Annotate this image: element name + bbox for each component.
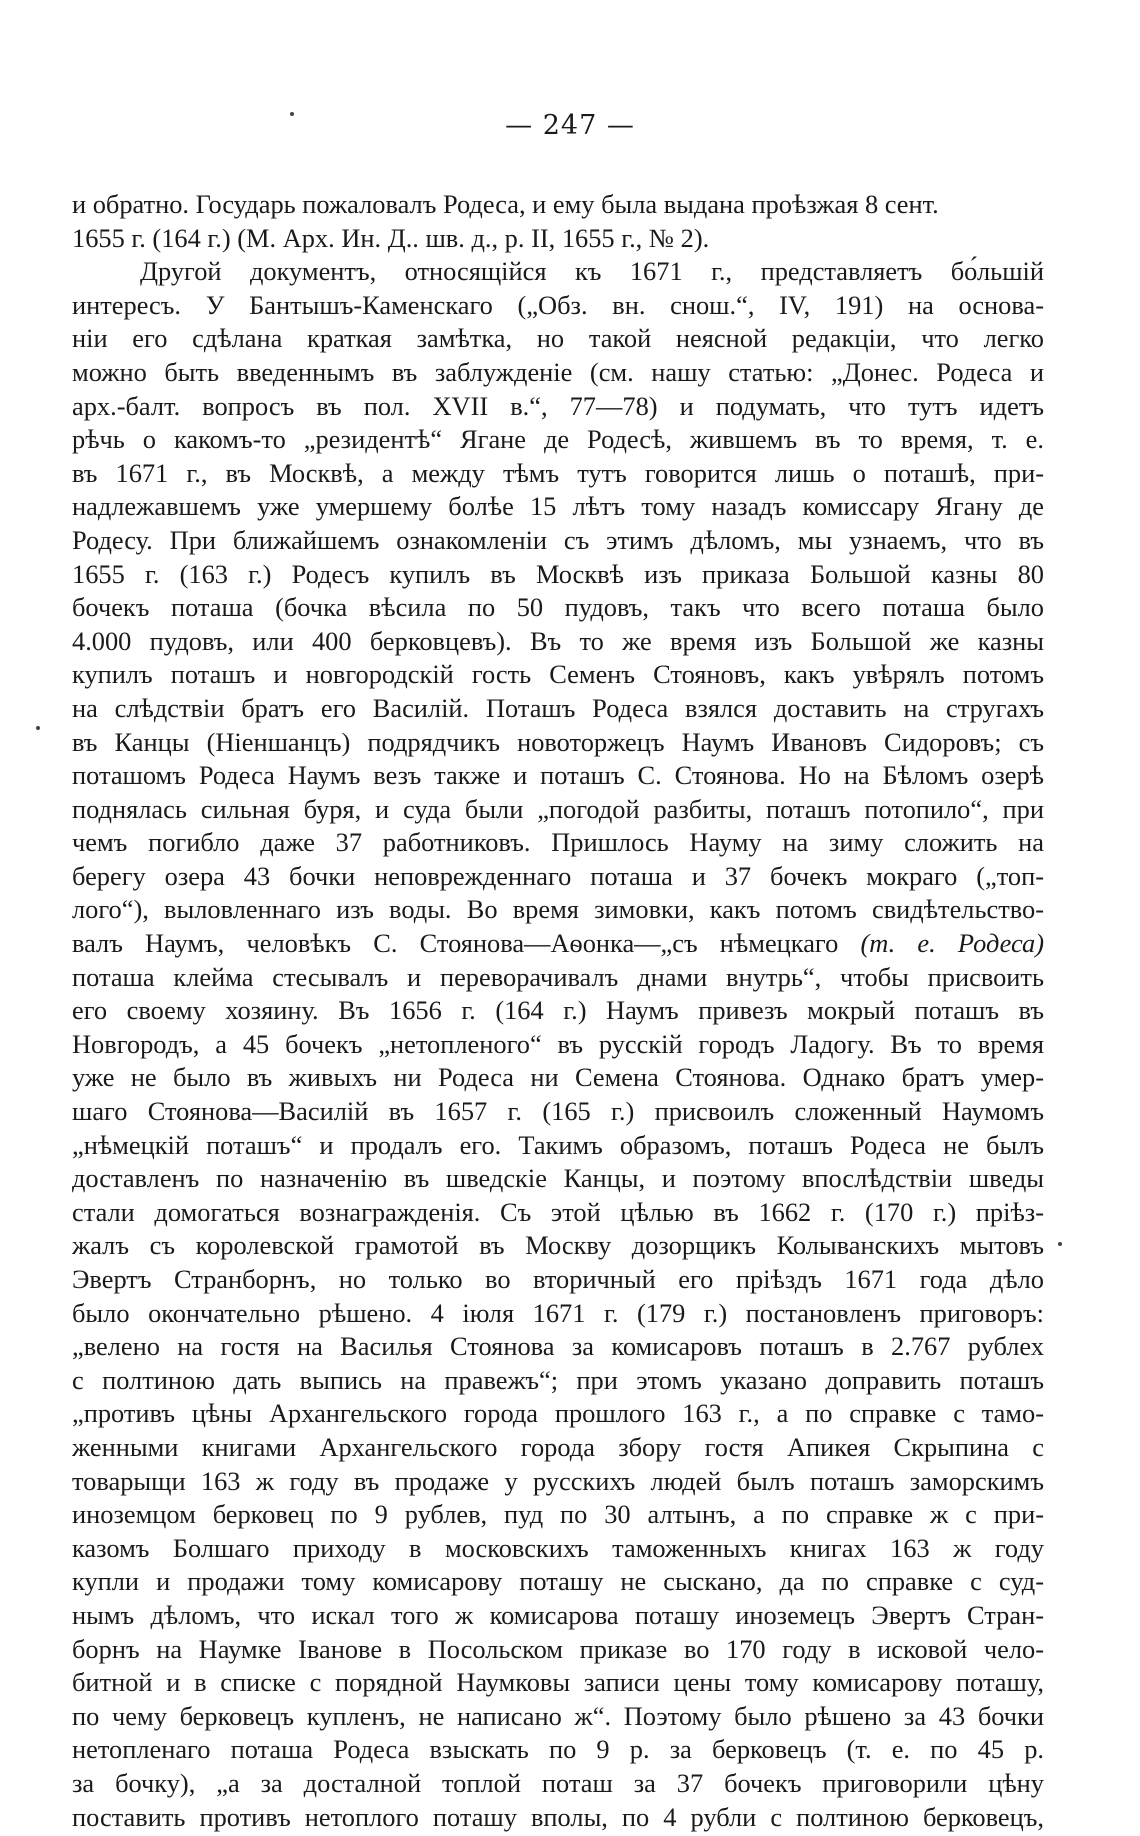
text-line: его своему хозяину. Въ 1656 г. (164 г.) Наумъ привезъ мокрый поташъ въ	[72, 995, 1044, 1026]
text-line: за бочку), „а за досталной топлой поташ за 37 бочекъ приговорили цѣну	[72, 1767, 1044, 1798]
text-line: и обратно. Государь пожаловалъ Родеса, и ему была выдана проѣзжая 8 сент.	[72, 189, 939, 219]
text-line: с полтиною дать выпись на правежъ“; при этомъ указано доправить поташъ	[72, 1364, 1044, 1395]
text-line: женными книгами Архангельского города збору гостя Апикея Скрыпина с	[72, 1431, 1044, 1462]
text-line: поташа клейма стесывалъ и переворачивалъ днами внутрь“, чтобы присвоить	[72, 961, 1044, 992]
text-line: въ 1671 г., въ Москвѣ, а между тѣмъ тутъ говорится лишь о поташѣ, при-	[72, 457, 1044, 488]
text-line: „велено на гостя на Василья Стоянова за комисаровъ поташъ в 2.767 рублех	[72, 1331, 1044, 1362]
text-line: купли и продажи тому комисарову поташу не сыскано, да по справке с суд-	[72, 1566, 1044, 1597]
text-line: шаго Стоянова—Василій въ 1657 г. (165 г.) присвоилъ сложенный Наумомъ	[72, 1096, 1044, 1127]
text-line: рѣчь о какомъ-то „резидентѣ“ Ягане де Родесѣ, жившемъ въ то время, т. е.	[72, 424, 1044, 455]
text-line: поднялась сильная буря, и суда были „погодой разбиты, поташъ потопило“, при	[72, 793, 1044, 824]
text-line: Родесу. При ближайшемъ ознакомленіи съ этимъ дѣломъ, мы узнаемъ, что въ	[72, 524, 1044, 555]
text-line: уже не было въ живыхъ ни Родеса ни Семена Стоянова. Однако братъ умер-	[72, 1062, 1044, 1093]
text-line: чемъ погибло даже 37 работниковъ. Пришлось Науму на зиму сложить на	[72, 827, 1044, 858]
text-line: арх.-балт. вопросъ въ пол. XVII в.“, 77—78) и подумать, что тутъ идетъ	[72, 390, 1044, 421]
text-line: по чему берковецъ купленъ, не написано ж“. Поэтому было рѣшено за 43 бочки	[72, 1700, 1044, 1731]
text-line: берегу озера 43 бочки неповрежденнаго поташа и 37 бочекъ мокраго („топ-	[72, 860, 1044, 891]
text-line: доставленъ по назначенію въ шведскіе Канцы, и поэтому впослѣдствіи шведы	[72, 1163, 1044, 1194]
text-line: бочекъ поташа (бочка вѣсила по 50 пудовъ, такъ что всего поташа было	[72, 592, 1044, 623]
text-line: 1655 г. (163 г.) Родесъ купилъ въ Москвѣ изъ приказа Большой казны 80	[72, 558, 1044, 589]
text-line: можно быть введеннымъ въ заблужденіе (см. нашу статью: „Донес. Родеса и	[72, 356, 1044, 387]
text-line: купилъ поташъ и новгородскій гость Семенъ Стояновъ, какъ увѣрялъ потомъ	[72, 659, 1044, 690]
paragraph-first-line: Другой документъ, относящійся къ 1671 г., представляетъ бо́льшій	[140, 256, 1044, 287]
text-line: стали домогаться вознагражденія. Съ этой цѣлью въ 1662 г. (170 г.) пріѣз-	[72, 1196, 1044, 1227]
text-line: ніи его сдѣлана краткая замѣтка, но такой неясной редакціи, что легко	[72, 323, 1044, 354]
text-line: было окончательно рѣшено. 4 іюля 1671 г. (179 г.) постановленъ приговоръ:	[72, 1297, 1044, 1328]
page-number: — 247 —	[505, 110, 635, 141]
text-line: Эвертъ Странборнъ, но только во вторичный его пріѣздъ 1671 года дѣло	[72, 1264, 1044, 1294]
text-line: казомъ Болшаго приходу в московскихъ таможенныхъ книгах 163 ж году	[72, 1532, 1044, 1563]
text-line-with-italic	[72, 927, 1044, 961]
text-line: на слѣдствіи братъ его Василій. Поташъ Родеса взялся доставить на стругахъ	[72, 692, 1044, 723]
text-line: иноземцом берковец по 9 рублев, пуд по 30 алтынъ, а по справке ж с при-	[72, 1499, 1044, 1530]
text-segment: валъ Наумъ, человѣкъ С. Стоянова—Аѳонка—„съ нѣмецкаго	[72, 928, 839, 959]
scan-speck	[36, 726, 40, 730]
text-line: интересъ. У Бантышъ-Каменскаго („Обз. вн. снош.“, IV, 191) на основа-	[72, 289, 1044, 320]
text-line: борнъ на Наумке Іванове в Посольском приказе во 170 году в исковой чело-	[72, 1633, 1044, 1664]
text-line: нымъ дѣломъ, что искал того ж комисарова поташу иноземецъ Эвертъ Стран-	[72, 1599, 1044, 1630]
scan-speck	[1058, 1242, 1062, 1246]
text-line: „противъ цѣны Архангельского города прошлого 163 г., а по справке с тамо-	[72, 1398, 1044, 1429]
text-line: 1655 г. (164 г.) (М. Арх. Ин. Д.. шв. д., р. II, 1655 г., № 2).	[72, 222, 710, 253]
scan-speck	[290, 112, 294, 116]
text-line: жалъ съ королевской грамотой въ Москву дозорщикъ Колыванскихъ мытовъ	[72, 1230, 1044, 1261]
text-line: „нѣмецкій поташъ“ и продалъ его. Такимъ образомъ, поташъ Родеса не былъ	[72, 1129, 1044, 1160]
text-line: поташомъ Родеса Наумъ везъ также и поташъ С. Стоянова. Но на Бѣломъ озерѣ	[72, 760, 1044, 791]
text-line: Новгородъ, а 45 бочекъ „нетопленого“ въ русскій городъ Ладогу. Въ то время	[72, 1028, 1044, 1059]
italic-insert: (т. е. Родеса)	[860, 928, 1044, 959]
text-line: въ Канцы (Ніеншанцъ) подрядчикъ новоторжецъ Наумъ Ивановъ Сидоровъ; съ	[72, 726, 1044, 757]
page-body	[72, 188, 1044, 1834]
text-line: нетопленаго поташа Родеса взыскать по 9 р. за берковецъ (т. е. по 45 р.	[72, 1734, 1044, 1765]
text-line: битной и в списке с порядной Наумковы записи цены тому комисарову поташу,	[72, 1667, 1044, 1698]
text-line: надлежавшемъ уже умершему болѣе 15 лѣтъ тому назадъ комиссару Ягану де	[72, 491, 1044, 522]
text-line: лого“), выловленнаго изъ воды. Во время зимовки, какъ потомъ свидѣтельство-	[72, 894, 1044, 925]
text-line: поставить противъ нетоплого поташу вполы, по 4 рубли с полтиною берковецъ,	[72, 1801, 1044, 1832]
text-line: 4.000 пудовъ, или 400 берковцевъ). Въ то же время изъ Большой же казны	[72, 625, 1044, 656]
text-line: товарыщи 163 ж году въ продаже у русскихъ людей былъ поташъ заморскимъ	[72, 1465, 1044, 1496]
